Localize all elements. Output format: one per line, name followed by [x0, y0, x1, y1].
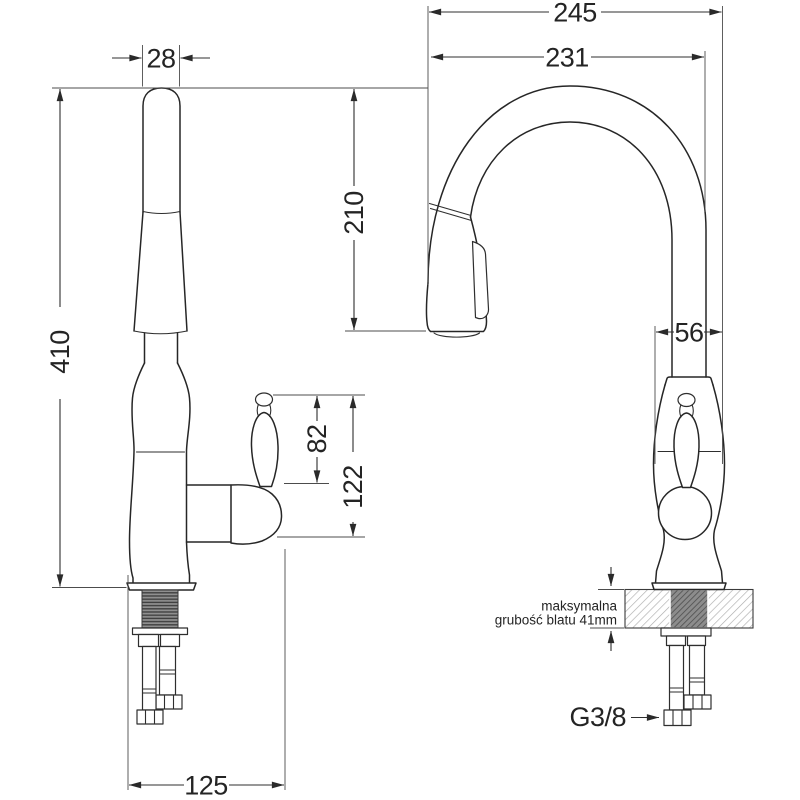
label-handle-above-body: 82	[302, 424, 333, 454]
label-spout-reach: 231	[545, 42, 589, 73]
spout-seam	[143, 212, 180, 214]
hose-connector	[688, 636, 706, 646]
label-countertop-note-line1: maksymalna	[541, 598, 617, 614]
spout-arc-inner	[471, 122, 673, 377]
label-body-width: 56	[674, 317, 704, 348]
hose-connector	[667, 636, 686, 646]
supply-hose	[160, 647, 176, 696]
label-base-footprint: 125	[184, 770, 228, 800]
handle-knob	[256, 393, 273, 406]
label-total-height: 410	[45, 330, 76, 374]
front-view	[426, 86, 753, 726]
aerator-face	[434, 333, 480, 337]
mounting-flange	[133, 628, 188, 635]
body-right-edge	[178, 363, 190, 583]
hose-nut	[137, 710, 163, 724]
supply-hose	[670, 646, 684, 711]
label-spout-width: 28	[146, 43, 176, 74]
spout-capsule	[143, 88, 180, 212]
hose-nut	[156, 695, 182, 709]
hose-connector	[161, 635, 180, 647]
neck	[145, 333, 178, 363]
side-view	[127, 88, 282, 724]
front-mounting-flange	[661, 628, 711, 636]
label-thread-size: G3/8	[569, 702, 626, 732]
hose-nut	[684, 695, 711, 709]
spout-taper	[134, 212, 187, 331]
taper-bottom-seam	[134, 331, 187, 334]
threaded-shank	[142, 590, 178, 628]
front-handle-lever	[674, 413, 699, 488]
spout-arc-outer	[428, 86, 706, 377]
label-outlet-height: 122	[338, 465, 369, 509]
hose-nut	[664, 710, 691, 726]
supply-hose	[690, 646, 705, 696]
label-total-reach: 245	[553, 0, 597, 28]
body-left-edge	[130, 363, 145, 583]
label-countertop-note-line2: grubość blatu 41mm	[494, 612, 617, 628]
supply-hose	[143, 647, 157, 711]
label-spout-outlet-height: 210	[339, 191, 370, 235]
hose-connector	[139, 635, 159, 647]
shank-through-countertop	[670, 590, 708, 629]
base-brim	[127, 583, 196, 590]
front-base-brim	[652, 583, 726, 590]
cartridge-bezel	[659, 487, 712, 540]
spout-arm	[187, 485, 232, 542]
front-handle-knob	[678, 394, 695, 407]
outlet-housing	[231, 485, 282, 544]
spray-trigger	[473, 242, 489, 319]
handle-lever	[251, 413, 278, 487]
collar	[665, 377, 713, 385]
